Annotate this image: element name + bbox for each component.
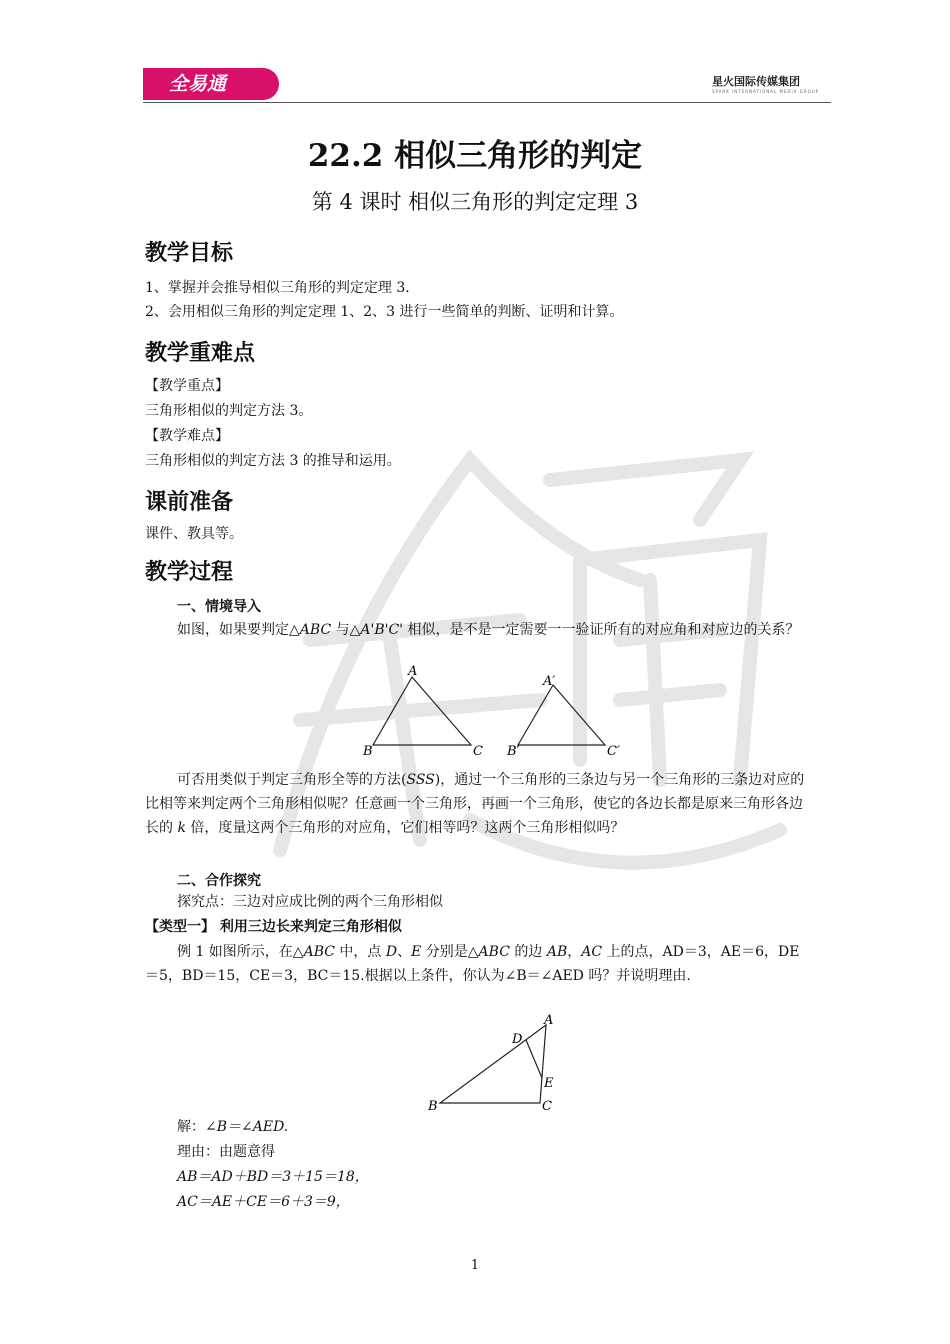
label-b: B [428, 1099, 438, 1114]
brand-name: 星火国际传媒集团 [712, 75, 800, 88]
explore-point: 探究点：三边对应成比例的两个三角形相似 [177, 894, 443, 910]
header-rule [143, 102, 831, 103]
heading-process: 教学过程 [145, 560, 234, 585]
label-c-prime: C′ [607, 744, 620, 759]
difficulty-text: 三角形相似的判定方法 3 的推导和运用。 [145, 453, 401, 469]
heading-prep: 课前准备 [145, 490, 234, 515]
page-title: 22.2 相似三角形的判定 [307, 138, 643, 174]
part1-paragraph-2: 可否用类似于判定三角形全等的方法(SSS)，通过一个三角形的三条边与另一个三角形的三条边对应的比相等来判定两个三角形相似呢？任意画一个三角形，再画一个三角形，使它的各边长都是原来三角形各边长的 k 倍，度量这两个三角形的对应角，它们相等吗？这两个三角形相似吗？ [145, 772, 805, 836]
triangle-abc [373, 677, 471, 745]
goal-item-2: 2、会用相似三角形的判定定理 1、2、3 进行一些简单的判断、证明和计算。 [145, 304, 624, 320]
goal-item-1: 1、掌握并会推导相似三角形的判定定理 3. [145, 280, 410, 296]
logo-text: 全易通 [169, 73, 227, 95]
difficulty-label: 【教学难点】 [145, 428, 229, 444]
focus-text: 三角形相似的判定方法 3。 [145, 403, 313, 419]
page-number: 1 [470, 1258, 480, 1273]
triangle-a-prime [518, 685, 605, 745]
part1-title: 一、情境导入 [177, 599, 261, 615]
label-c: C [542, 1099, 552, 1114]
label-a: A [408, 665, 418, 679]
equation-1: AB＝AD＋BD＝3＋15＝18， [177, 1169, 369, 1185]
label-b: B [363, 744, 373, 759]
type1-heading: 【类型一】 利用三边长来判定三角形相似 [145, 919, 402, 935]
label-c: C [473, 744, 483, 759]
label-e: E [544, 1076, 554, 1091]
heading-goals: 教学目标 [145, 241, 234, 266]
focus-label: 【教学重点】 [145, 378, 229, 394]
part2-title: 二、合作探究 [177, 873, 261, 889]
label-a: A [544, 1013, 554, 1028]
heading-keypoints: 教学重难点 [145, 341, 256, 366]
page-subtitle: 第 4 课时 相似三角形的判定定理 3 [311, 190, 639, 214]
example-1: 例 1 如图所示，在△ABC 中，点 D、E 分别是△ABC 的边 AB，AC 上的点，AD＝3，AE＝6，DE＝5，BD＝15，CE＝3，BC＝15.根据以上条件，你认为∠B＝∠AED 吗？并说明理由. [145, 944, 800, 984]
figure-triangles [355, 665, 635, 760]
logo-badge [143, 68, 279, 100]
label-d: D [512, 1032, 523, 1047]
prep-text: 课件、教具等。 [145, 526, 243, 542]
label-b-prime: B′ [507, 744, 520, 759]
reason-line: 理由：由题意得 [177, 1144, 275, 1160]
part1-paragraph-1: 如图，如果要判定△ABC 与△A'B'C' 相似，是不是一定需要一一验证所有的对应角和对应边的关系？ [177, 622, 800, 638]
label-a-prime: A′ [543, 674, 556, 689]
solution-line: 解：∠B＝∠AED. [177, 1119, 289, 1135]
brand-sub: SPARK INTERNATIONAL MEDIA GROUP [712, 89, 820, 94]
equation-2: AC＝AE＋CE＝6＋3＝9， [177, 1194, 350, 1210]
figure-example1 [420, 1010, 570, 1115]
